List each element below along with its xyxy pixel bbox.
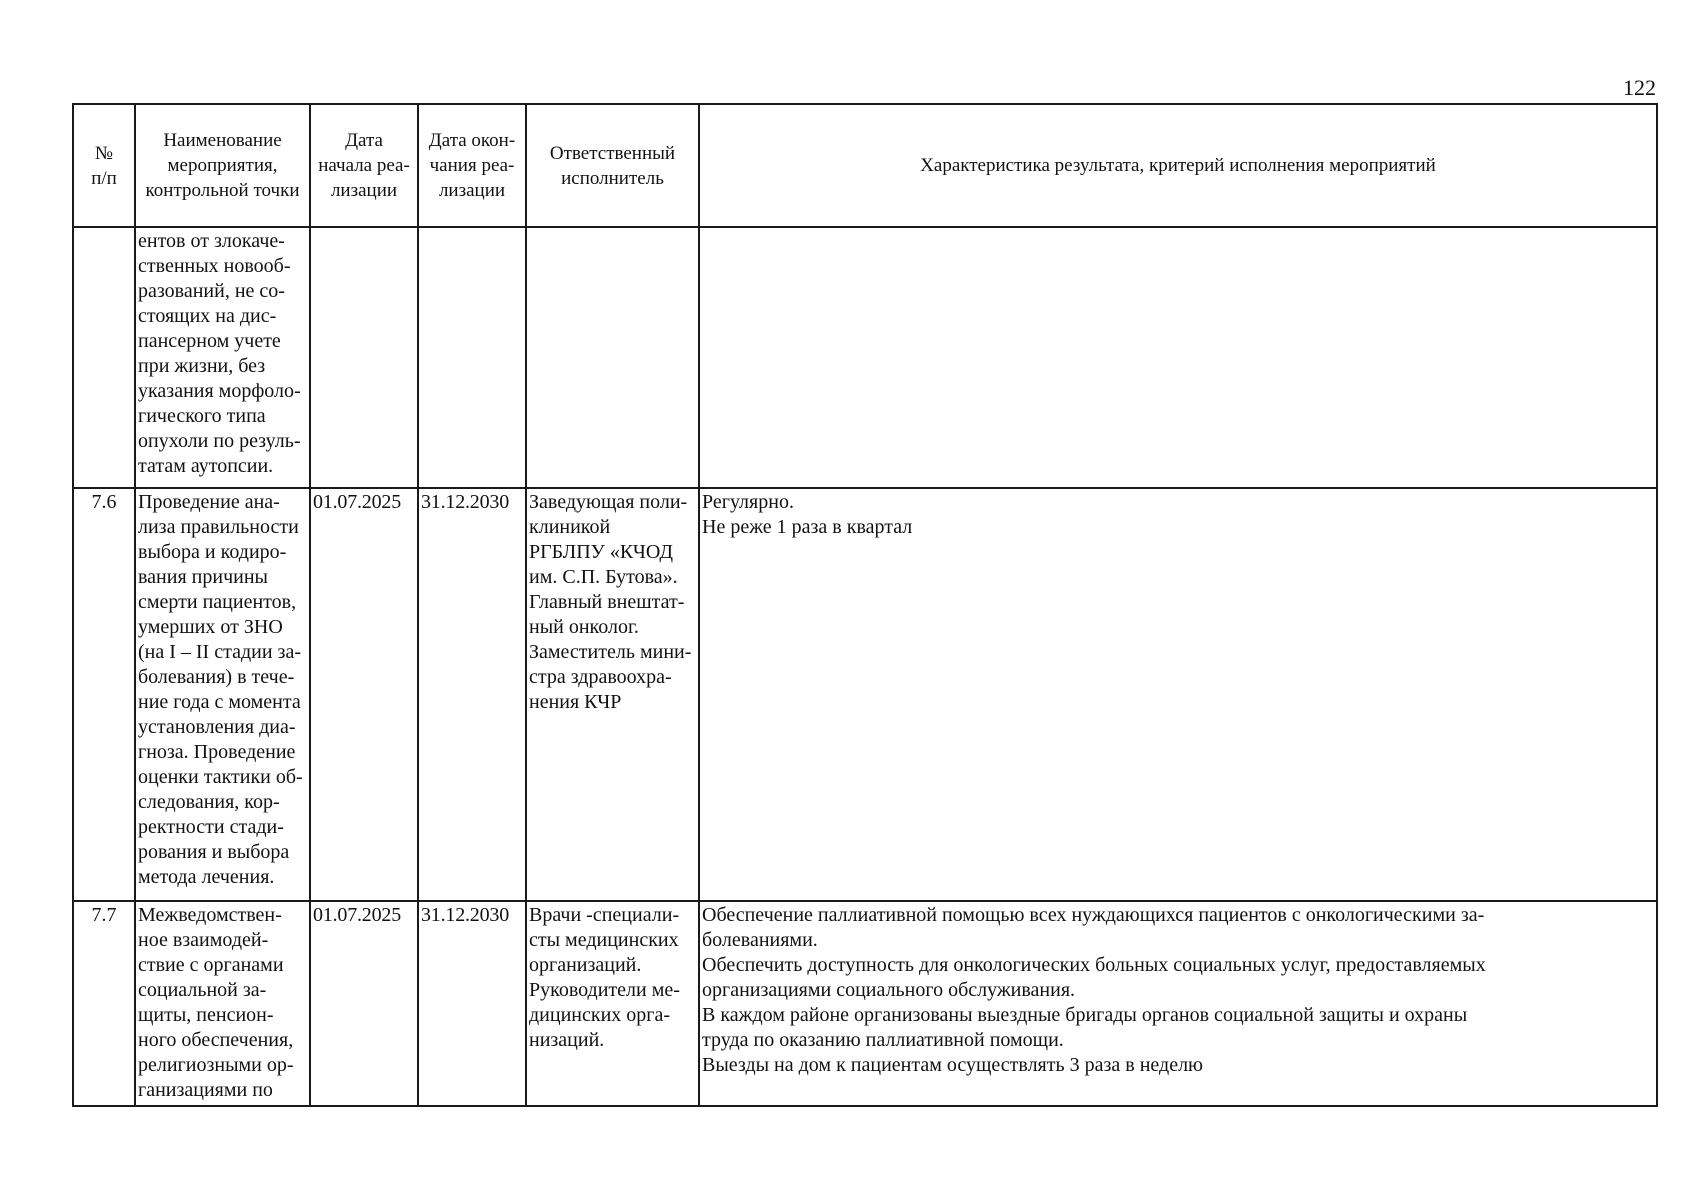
text-line: контрольной точки	[145, 180, 300, 201]
text-line: Заместитель мини-	[529, 641, 692, 663]
header-activity-name	[135, 104, 310, 227]
text-line: В каждом районе организованы выездные бригады органов социальной защиты и охраны	[702, 1004, 1468, 1026]
text-line: татам аутопсии.	[138, 455, 274, 477]
text-line: Руководители ме-	[529, 979, 680, 1001]
text-line: установления диа-	[138, 716, 296, 738]
text-line: ганизациями по	[138, 1079, 273, 1101]
text-line: Врачи -специали-	[529, 904, 680, 926]
text-line: клиникой	[529, 516, 611, 538]
text-line: ственных новооб-	[138, 255, 291, 277]
text-line: щиты, пенсион-	[138, 1004, 274, 1026]
start-date: 01.07.2025	[310, 901, 418, 1106]
text-line: дицинских орга-	[529, 1004, 671, 1026]
table-header-row	[73, 104, 1657, 227]
text-line: Регулярно.	[702, 491, 794, 513]
text-line: Не реже 1 раза в квартал	[702, 516, 913, 538]
table-row	[73, 901, 1657, 1106]
text-line: начала реа-	[318, 155, 410, 176]
text-line: организаций.	[529, 954, 642, 976]
text-line: гического типа	[138, 405, 266, 427]
text-line: гноза. Проведение	[138, 741, 296, 763]
text-line: опухоли по резуль-	[138, 430, 301, 452]
page-number: 122	[1623, 75, 1656, 100]
activities-table	[72, 103, 1658, 1107]
text-line: умерших от ЗНО	[138, 616, 283, 638]
header-end-date	[418, 104, 526, 227]
text-line: исполнитель	[561, 167, 664, 189]
text-line: мероприятия,	[167, 155, 278, 176]
activity-name	[135, 901, 310, 1106]
responsible-executor	[526, 227, 699, 488]
text-line: Обеспечение паллиативной помощью всех нуждающихся пациентов с онкологическими за-	[702, 904, 1485, 926]
text-line: лиза правильности	[138, 516, 299, 538]
text-line: Дата	[345, 130, 383, 151]
text-line: вания причины	[138, 566, 268, 588]
text-line: труда по оказанию паллиативной помощи.	[702, 1029, 1064, 1051]
text-line: религиозными ор-	[138, 1054, 294, 1076]
text-line: Обеспечить доступность для онкологических больных социальных услуг, предоставляемых	[702, 954, 1486, 976]
text-line: Ответственный	[549, 142, 676, 164]
text-line: Наименование	[163, 130, 282, 151]
text-line: ное взаимодей-	[138, 929, 269, 951]
text-line: ентов от злокаче-	[138, 230, 285, 252]
text-line: рования и выбора	[138, 841, 290, 863]
text-line: болевания) в тече-	[138, 666, 295, 688]
text-line: стоящих на дис-	[138, 305, 277, 327]
text-line: чания реа-	[429, 155, 515, 176]
responsible-executor	[526, 488, 699, 901]
text-line: нения КЧР	[529, 691, 622, 713]
text-line: Межведомствен-	[138, 904, 282, 926]
text-line: при жизни, без	[138, 355, 266, 377]
result-criteria	[699, 901, 1657, 1106]
header-responsible	[526, 104, 699, 227]
result-criteria	[699, 227, 1657, 488]
end-date: 31.12.2030	[418, 901, 526, 1106]
table-row	[73, 488, 1657, 901]
text-line: лизации	[438, 180, 506, 201]
responsible-executor	[526, 901, 699, 1106]
text-line: ного обеспечения,	[138, 1029, 294, 1051]
text-line: Проведение ана-	[138, 491, 280, 513]
text-line: Главный внештат-	[529, 591, 685, 613]
text-line: метода лечения.	[138, 866, 275, 888]
text-line: социальной за-	[138, 979, 267, 1001]
header-number	[73, 104, 135, 227]
text-line: ствие с органами	[138, 954, 284, 976]
text-line: пансерном учете	[138, 330, 281, 352]
text-line: сты медицинских	[529, 929, 679, 951]
start-date: 01.07.2025	[310, 488, 418, 901]
text-line: организациями социального обслуживания.	[702, 979, 1076, 1001]
text-line: (на I – II стадии за-	[138, 641, 301, 663]
row-number	[73, 227, 135, 488]
text-line: выбора и кодиро-	[138, 541, 287, 563]
text-line: ние года с момента	[138, 691, 301, 713]
text-line: ный онколог.	[529, 616, 639, 638]
table-row	[73, 227, 1657, 488]
text-line: п/п	[91, 167, 117, 189]
text-line: Заведующая поли-	[529, 491, 688, 513]
text-line: им. С.П. Бутова».	[529, 566, 678, 588]
header-result	[699, 104, 1657, 227]
activity-name	[135, 227, 310, 488]
row-number: 7.6	[73, 488, 135, 901]
end-date: 31.12.2030	[418, 488, 526, 901]
text-line: лизации	[330, 180, 398, 201]
text-line: следования, кор-	[138, 791, 280, 813]
start-date	[310, 227, 418, 488]
text-line: оценки тактики об-	[138, 766, 303, 788]
text-line: ректности стади-	[138, 816, 284, 838]
header-start-date	[310, 104, 418, 227]
text-line: низаций.	[529, 1029, 605, 1051]
result-criteria	[699, 488, 1657, 901]
text-line: смерти пациентов,	[138, 591, 297, 613]
text-line: №	[94, 142, 114, 164]
end-date	[418, 227, 526, 488]
text-line: болеваниями.	[702, 929, 818, 951]
text-line: разований, не со-	[138, 280, 285, 302]
text-line: указания морфоло-	[138, 380, 301, 402]
text-line: Характеристика результата, критерий исполнения мероприятий	[920, 155, 1436, 176]
text-line: РГБЛПУ «КЧОД	[529, 541, 674, 563]
text-line: Дата окон-	[428, 130, 516, 151]
row-number: 7.7	[73, 901, 135, 1106]
activity-name	[135, 488, 310, 901]
text-line: Выезды на дом к пациентам осуществлять 3 раза в неделю	[702, 1054, 1203, 1076]
text-line: стра здравоохра-	[529, 666, 672, 688]
